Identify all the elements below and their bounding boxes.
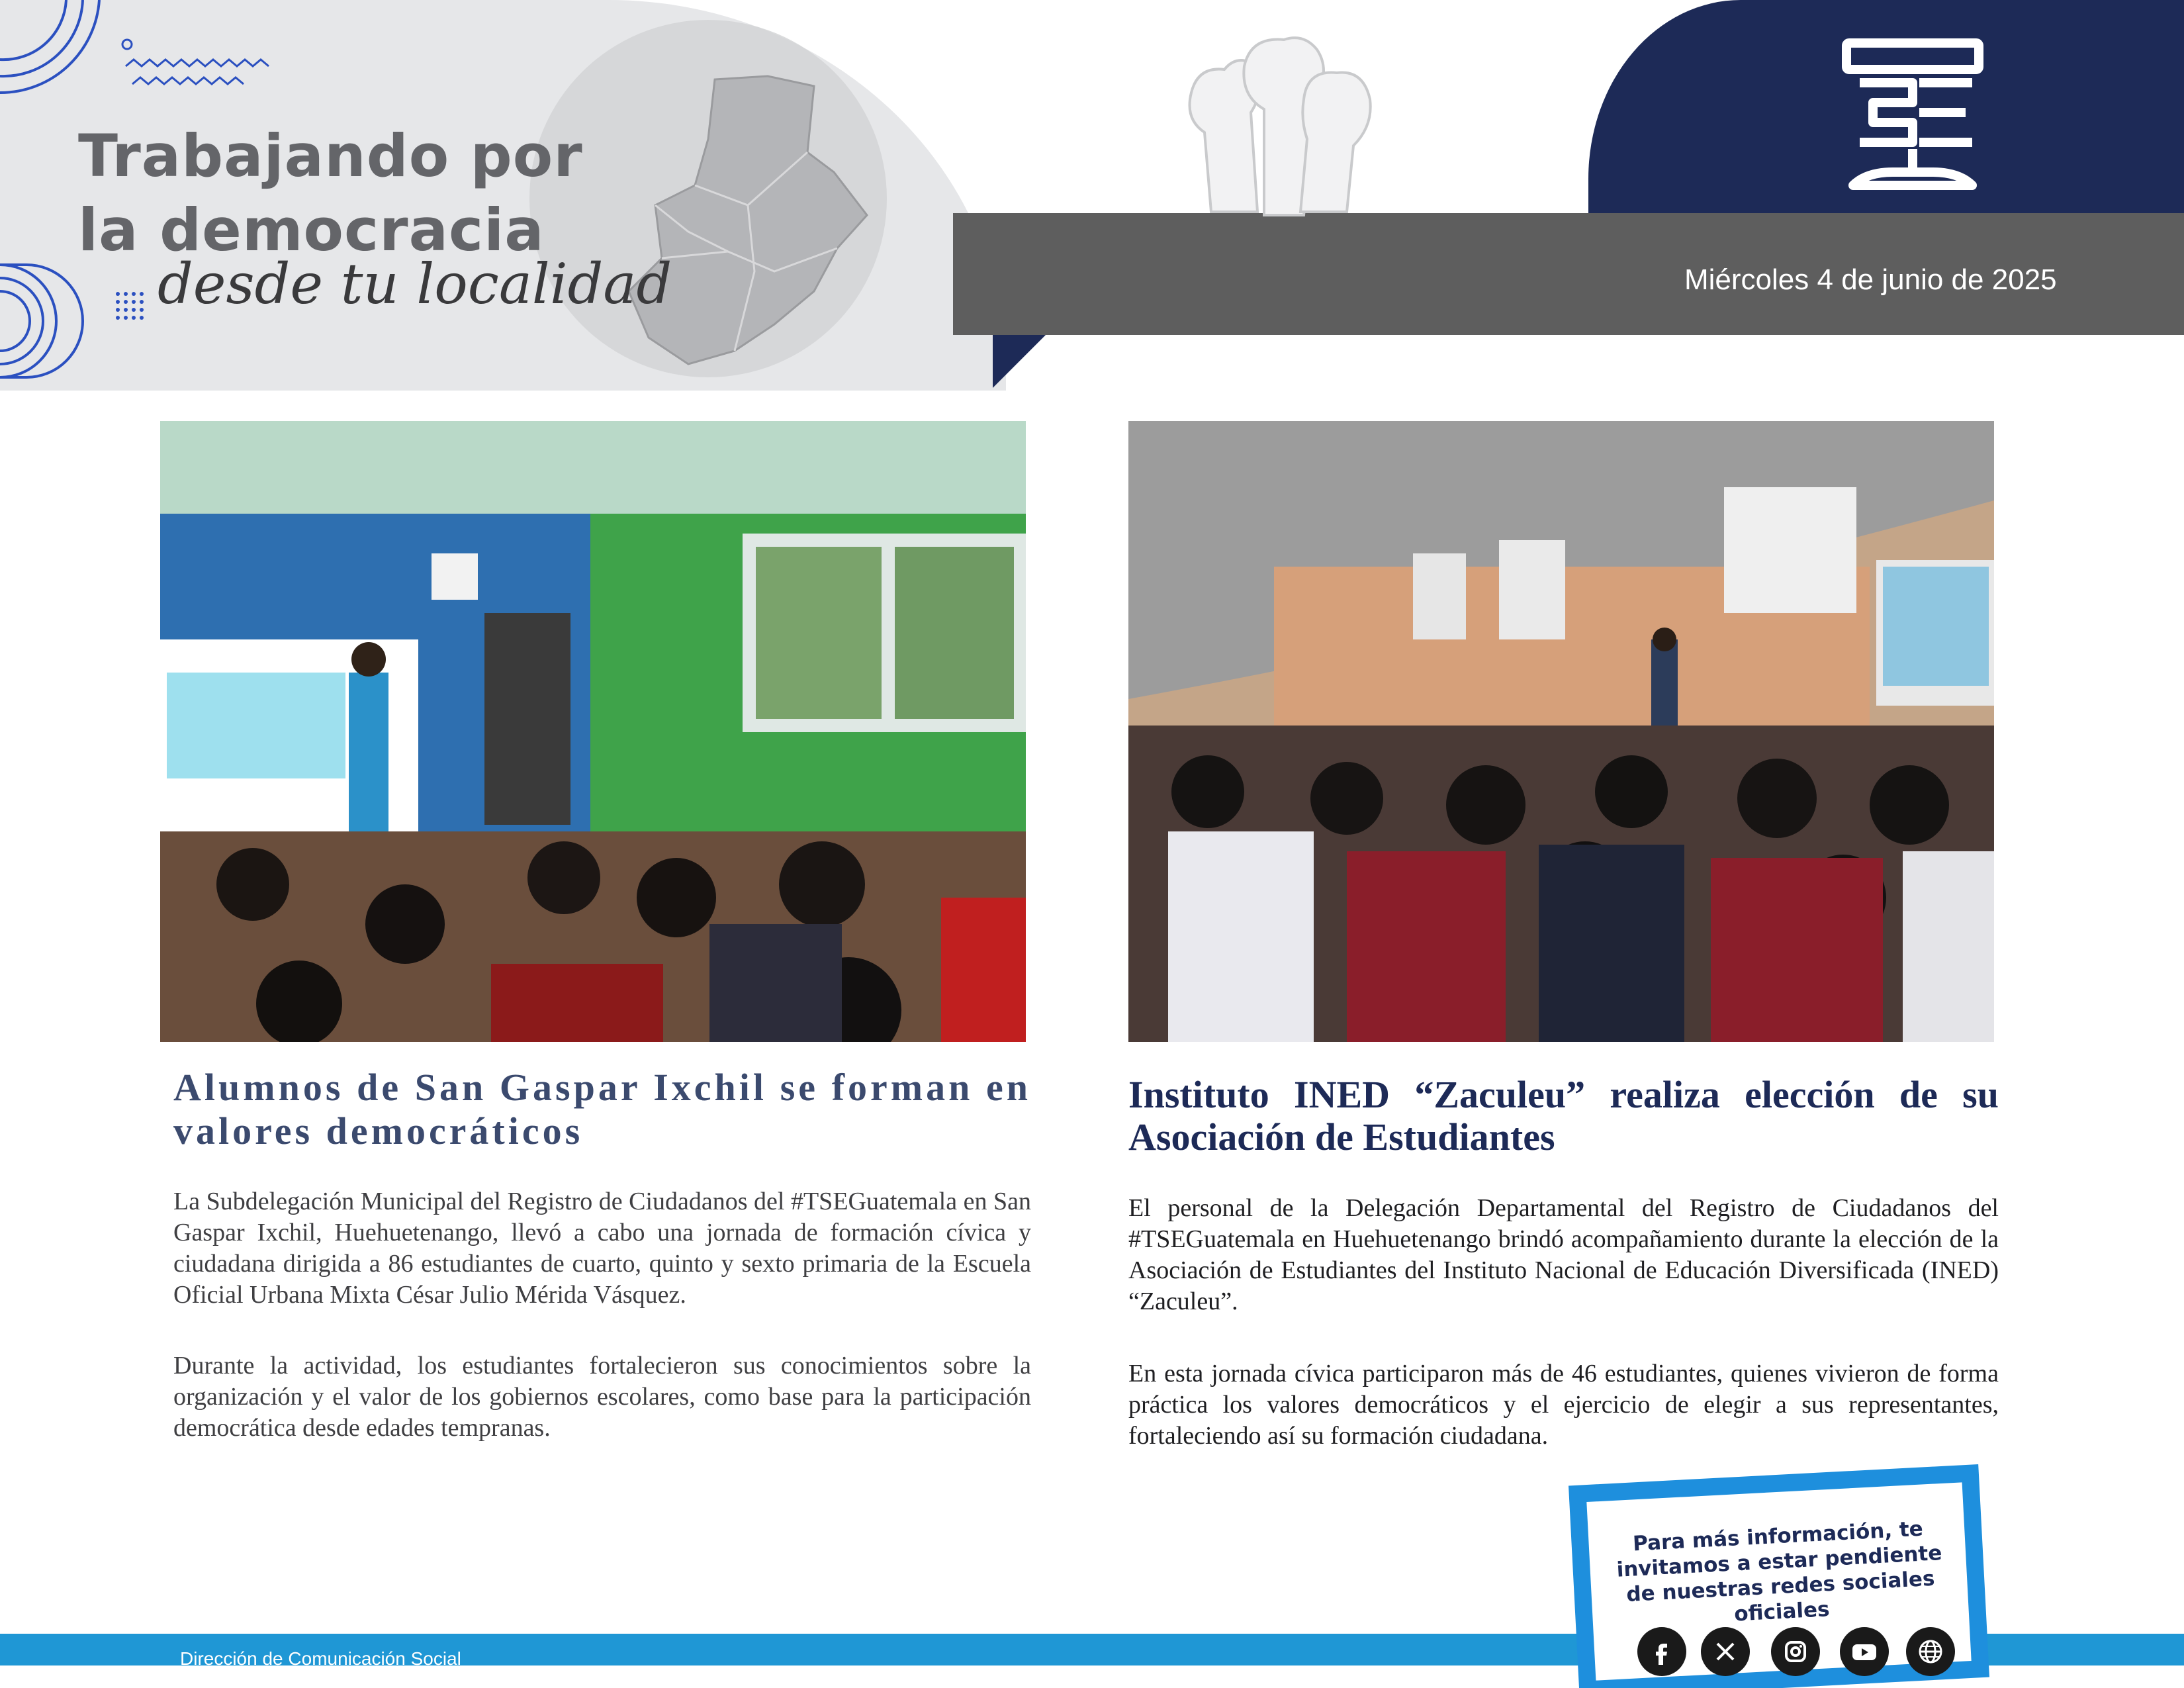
- half-circle-decoration: [0, 258, 113, 384]
- social-card-text: Para más información, te invitamos a estar pendiente de nuestras redes sociales oficiales: [1615, 1517, 1943, 1626]
- footer-department: Dirección de Comunicación Social: [180, 1648, 461, 1669]
- youtube-icon[interactable]: [1840, 1627, 1889, 1676]
- x-icon[interactable]: [1701, 1627, 1750, 1676]
- corner-arcs-decoration: [0, 0, 113, 99]
- raised-fists-graphic: [1152, 26, 1403, 218]
- web-icon[interactable]: [1906, 1627, 1955, 1676]
- band-triangle-decoration: [993, 335, 1046, 388]
- article-2-paragraph-1: El personal de la Delegación Departamental del Registro de Ciudadanos del #TSEGuatemala en Huehuetenango brindó acompañamiento durante la elección de la Asociación de Estudiantes del Instituto Nacional de Educación Diversificada (INED) “Zaculeu”.: [1128, 1194, 1999, 1315]
- instagram-icon[interactable]: [1771, 1627, 1820, 1676]
- header-tagline: desde tu localidad: [158, 252, 672, 316]
- zigzag-decoration: [119, 36, 291, 96]
- classroom-photo: [160, 421, 1026, 1042]
- issue-date: Miércoles 4 de junio de 2025: [1684, 263, 2057, 296]
- header-title-line2: la democracia: [78, 196, 545, 264]
- auditorium-photo: [1128, 421, 1994, 1042]
- facebook-icon[interactable]: [1637, 1627, 1686, 1676]
- article-2-headline: Instituto INED “Zaculeu” realiza elección de su Asociación de Estudiantes: [1128, 1073, 1999, 1158]
- header-title-line1: Trabajando por: [78, 122, 583, 190]
- article-1-paragraph-2: Durante la actividad, los estudiantes fortalecieron sus conocimientos sobre la organización y el valor de los gobiernos escolares, como base para la participación democrática desde edades tempranas.: [173, 1352, 1031, 1442]
- header-title: [78, 119, 583, 267]
- guatemala-map-graphic: [615, 73, 880, 377]
- tse-logo-icon: [1833, 36, 1992, 195]
- dot-grid-decoration: [114, 290, 147, 323]
- article-1-paragraph-1: La Subdelegación Municipal del Registro de Ciudadanos del #TSEGuatemala en San Gaspar Ixchil, Huehuetenango, llevó a cabo una jornada de formación cívica y ciudadana dirigida a 86 estudiantes de cuarto, quinto y sexto primaria de la Escuela Oficial Urbana Mixta César Julio Mérida Vásquez.: [173, 1188, 1031, 1309]
- article-1-headline: Alumnos de San Gaspar Ixchil se forman en valores democráticos: [173, 1066, 1031, 1152]
- article-2-paragraph-2: En esta jornada cívica participaron más de 46 estudiantes, quienes vivieron de forma práctica los valores democráticos y el ejercicio de elegir a sus representantes, fortaleciendo así su formación ciudadana.: [1128, 1360, 1999, 1450]
